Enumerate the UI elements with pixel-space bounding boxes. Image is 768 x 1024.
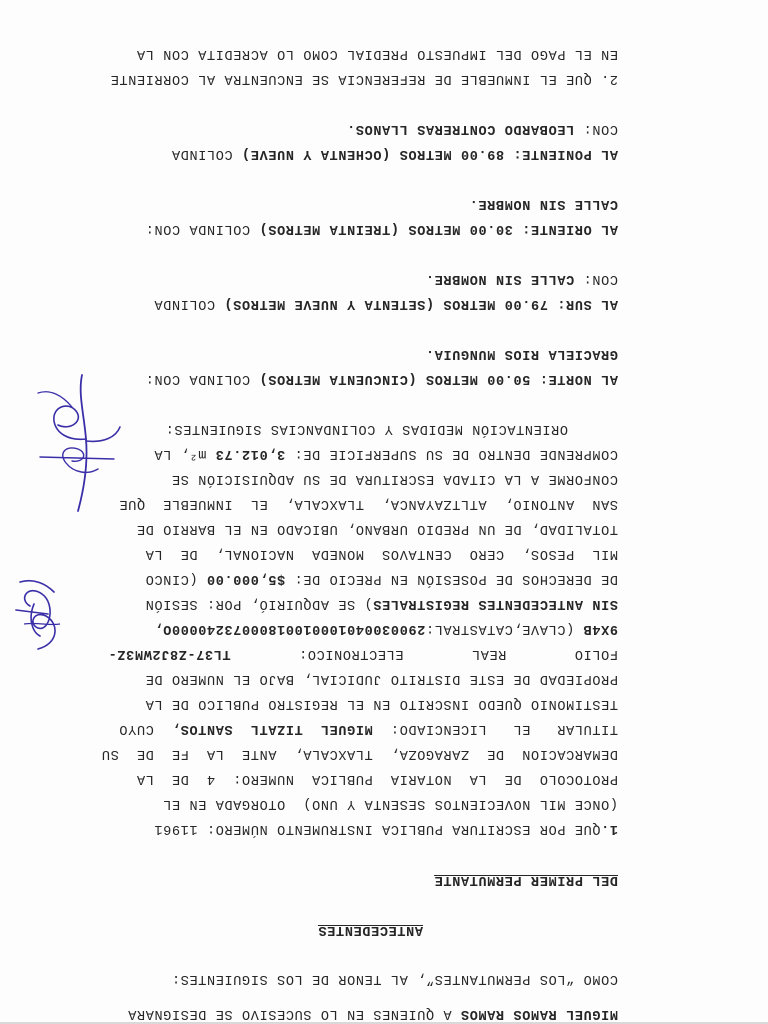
margin-signature (33, 369, 128, 519)
west-line-2 (347, 120, 619, 136)
south-con: CON: (574, 271, 618, 286)
surface-area: 3,012.73 (215, 446, 286, 461)
p1-line-8 (108, 645, 618, 661)
p1-line-13: TOTALIDAD, DE UN PREDIO URBANO, UBICADO EN EL BARRIO DE (136, 521, 618, 536)
p1-line-3: PROTOCOLO DE LA NOTARIA PUBLICA NUMERO: 4 DE LA (136, 771, 618, 786)
p1-line-9 (154, 620, 618, 636)
p1-line-1-text: QUE POR ESCRITURA PUBLICA INSTRUMENTO NÚMERO: 11961 (153, 821, 601, 836)
p2-line-1: 2. QUE EL INMUEBLE DE REFERENCIA SE ENCUENTRA AL CORRIENTE (110, 71, 618, 86)
p1-line-8-word: ELECTRONICO: (298, 646, 404, 661)
south-neighbor: CALLE SIN NOMBRE. (425, 271, 575, 286)
intro-line-2: COMO “LOS PERMUTANTES”, AL TENOR DE LOS SIGUIENTES: (171, 971, 618, 986)
p1-line-15: CONFORME A LA CITADA ESCRITURA DE SU ADQUISICIÓN SE (171, 471, 618, 486)
p1-line-2: (ONCE MIL NOVECIENTOS SESENTA Y UNO) OTORGADA EN EL (162, 796, 618, 811)
north-line-1-text: COLINDA CON: (145, 371, 259, 386)
p1-line-11-b: (CINCO (145, 571, 207, 586)
p1-line-11 (145, 570, 618, 586)
east-measure: AL ORIENTE: 30.00 METROS (TREINTA METROS) (258, 221, 618, 236)
p1-line-4: DEMARCACION DE ZARAGOZA, TLAXCALA, ANTE LA FE DE SU (101, 746, 618, 761)
folio-number: TL37-Z8J2WM3Z- (108, 646, 231, 661)
north-neighbor: GRACIELA RIOS MUNGUIA. (425, 346, 618, 361)
south-line-2 (425, 270, 618, 286)
west-measure: AL PONIENTE: 89.00 METROS (OCHENTA Y NUEVE) (241, 146, 618, 161)
east-neighbor: CALLE SIN NOMBRE. (469, 196, 618, 211)
west-line-1-text: COLINDA (171, 146, 242, 161)
p1-line-16-a: COMPRENDE DENTRO DE SU SUPERFICIE DE: (285, 446, 618, 461)
east-line-1-text: COLINDA CON: (145, 221, 259, 236)
cadastral-key: 29003004010001001800073240000O, (153, 621, 426, 636)
folio-suffix: 9X4B (582, 621, 618, 636)
section-heading: ANTECEDENTES (317, 922, 423, 937)
p2-line-2: EN EL PAGO DEL IMPUESTO PREDIAL COMO LO ACREDITA CON LA (136, 46, 618, 61)
p1-line-11-a: DE DERECHOS DE POSESIÓN EN PRECIO DE: (285, 571, 618, 586)
west-con: CON: (574, 121, 618, 136)
p1-line-12: MIL PESOS, CERO CENTAVOS MONEDA NACIONAL, DE LA (145, 546, 618, 561)
north-measure: AL NORTE: 50.00 METROS (CINCUENTA METROS) (258, 371, 618, 386)
p1-line-7: PROPIEDAD DE ESTE DISTRITO JUDICIAL, BAJO EL NUMERO DE (145, 671, 618, 686)
p1-number: 1. (600, 821, 618, 836)
south-line-1-text: COLINDA (153, 296, 224, 311)
registry-note: SIN ANTECEDENTES REGISTRALES (372, 596, 618, 611)
west-neighbor: LEOBARDO CONTRERAS LLANOS. (346, 121, 575, 136)
p1-line-8-word: REAL (471, 646, 507, 661)
p1-line-10 (145, 595, 618, 611)
notary-name: MIGUEL TIZATL SANTOS, (171, 721, 373, 736)
price-amount: $5,000.00 (206, 571, 286, 586)
east-line-1 (145, 220, 618, 236)
south-measure: AL SUR: 79.00 METROS (SETENTA Y NUEVE METROS) (223, 296, 618, 311)
p1-line-5-a: TITULAR EL LICENCIADO: (372, 721, 618, 736)
south-line-1 (154, 295, 618, 311)
p1-line-16 (154, 445, 618, 461)
p1-line-5 (119, 720, 618, 736)
intro-line-1 (128, 1005, 618, 1021)
p1-line-8-word: FOLIO (574, 646, 618, 661)
p1-line-14: SAN ANTONIO, ATLTZAYANCA, TLAXCALA, EL INMUEBLE QUE (118, 496, 618, 511)
p1-line-6: TESTIMONIO QUEDO INSCRITO EN EL REGISTRO PUBLICO DE LA (145, 696, 618, 711)
p1-line-16-b: m², LA (153, 446, 216, 461)
section-subheading: DEL PRIMER PERMUTANTE (434, 872, 618, 887)
party-name: MIGUEL RAMOS RAMOS (460, 1006, 618, 1021)
intro-line-1-text: A QUIENES EN LO SUCESIVO SE DESIGNARA (127, 1006, 461, 1021)
p1-line-10-text: ) SE ADQUIRIÓ, POR: SESIÓN (145, 596, 373, 611)
west-line-1 (171, 145, 618, 161)
p1-line-1 (154, 820, 618, 836)
p1-line-17: ORIENTACIÓN MEDIDAS Y COLINDANCIAS SIGUIENTES: (165, 421, 568, 436)
north-line-1 (145, 370, 618, 386)
p1-line-9-text: (CLAVE,CATASTRAL: (425, 621, 583, 636)
p1-line-5-b: CUYO (118, 721, 172, 736)
margin-rubric-signature (8, 569, 68, 654)
